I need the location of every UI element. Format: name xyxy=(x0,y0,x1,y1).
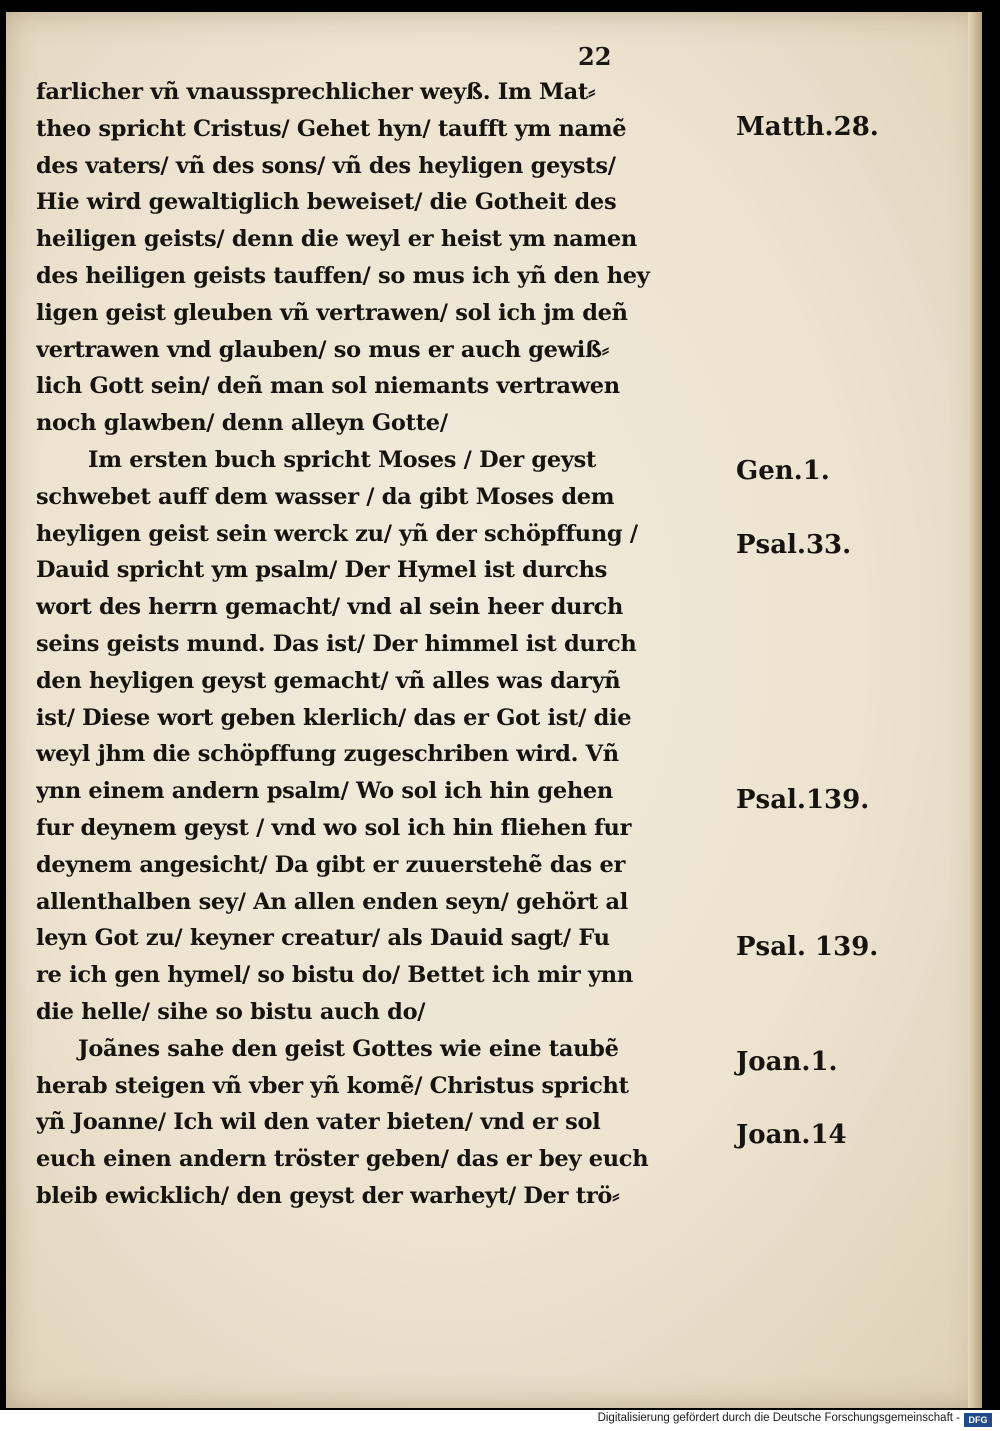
page-number: 22 xyxy=(578,42,612,71)
text-line: Joãnes sahe den geist Gottes wie eine taubẽ xyxy=(78,1035,619,1062)
text-line: Hie wird gewaltiglich beweiset/ die Gotheit des xyxy=(36,189,617,216)
text-line: den heyligen geyst gemacht/ vñ alles was daryñ xyxy=(36,667,621,694)
text-line: re ich gen hymel/ so bistu do/ Bettet ich mir ynn xyxy=(36,962,633,989)
marginal-note: Psal. 139. xyxy=(736,932,879,962)
text-line: die helle/ sihe so bistu auch do/ xyxy=(36,998,426,1025)
text-line: theo spricht Cristus/ Gehet hyn/ taufft ym namẽ xyxy=(36,115,627,142)
marginal-note: Joan.1. xyxy=(736,1047,838,1077)
text-line: lich Gott sein/ deñ man sol niemants vertrawen xyxy=(36,373,620,400)
text-line: fur deynem geyst / vnd wo sol ich hin fliehen fur xyxy=(36,814,632,841)
text-line: leyn Got zu/ keyner creatur/ als Dauid sagt/ Fu xyxy=(36,925,610,952)
text-line: ligen geist gleuben vñ vertrawen/ sol ich jm deñ xyxy=(36,299,628,326)
text-line: ist/ Diese wort geben klerlich/ das er Got ist/ die xyxy=(36,704,632,731)
marginal-note: Psal.139. xyxy=(736,785,870,815)
page-edge xyxy=(968,12,982,1408)
text-line: heyligen geist sein werck zu/ yñ der schöpffung / xyxy=(36,520,638,547)
text-line: des heiligen geists tauffen/ so mus ich yñ den hey xyxy=(36,262,650,289)
text-line: bleib ewicklich/ den geyst der warheyt/ Der trö⸗ xyxy=(36,1182,620,1209)
text-block xyxy=(36,74,746,1215)
text-line: noch glawben/ denn alleyn Gotte/ xyxy=(36,410,448,437)
text-line: wort des herrn gemacht/ vnd al sein heer durch xyxy=(36,594,624,621)
footer-bar xyxy=(0,1410,1000,1431)
text-line: euch einen andern tröster geben/ das er bey euch xyxy=(36,1146,649,1173)
text-line: ynn einem andern psalm/ Wo sol ich hin gehen xyxy=(36,778,613,805)
text-line: des vaters/ vñ des sons/ vñ des heyligen geysts/ xyxy=(36,152,616,179)
marginal-note: Gen.1. xyxy=(736,456,830,486)
marginal-note: Joan.14 xyxy=(736,1120,847,1150)
marginal-note: Matth.28. xyxy=(736,112,879,142)
text-line: heiligen geists/ denn die weyl er heist ym namen xyxy=(36,226,637,253)
text-line: yñ Joanne/ Ich wil den vater bieten/ vnd er sol xyxy=(36,1109,601,1136)
text-line: allenthalben sey/ An allen enden seyn/ gehört al xyxy=(36,888,629,915)
text-line: deynem angesicht/ Da gibt er zuuerstehẽ das er xyxy=(36,851,626,878)
text-line: schwebet auff dem wasser / da gibt Moses dem xyxy=(36,483,615,510)
text-line: herab steigen vñ vber yñ komẽ/ Christus spricht xyxy=(36,1072,629,1099)
text-line: seins geists mund. Das ist/ Der himmel ist durch xyxy=(36,630,637,657)
marginal-note: Psal.33. xyxy=(736,530,852,560)
footer-credit: Digitalisierung gefördert durch die Deutsche Forschungsgemeinschaft - xyxy=(597,1412,960,1424)
text-line: weyl jhm die schöpffung zugeschriben wird. Vñ xyxy=(36,741,619,768)
text-line: Dauid spricht ym psalm/ Der Hymel ist durchs xyxy=(36,557,608,584)
text-line: vertrawen vnd glauben/ so mus er auch gewiß⸗ xyxy=(36,336,609,363)
dfg-logo: DFG xyxy=(964,1413,992,1427)
text-line: farlicher vñ vnaussprechlicher weyß. Im Mat⸗ xyxy=(36,79,596,105)
text-line: Im ersten buch spricht Moses / Der geyst xyxy=(88,446,597,473)
book-page xyxy=(6,12,982,1408)
